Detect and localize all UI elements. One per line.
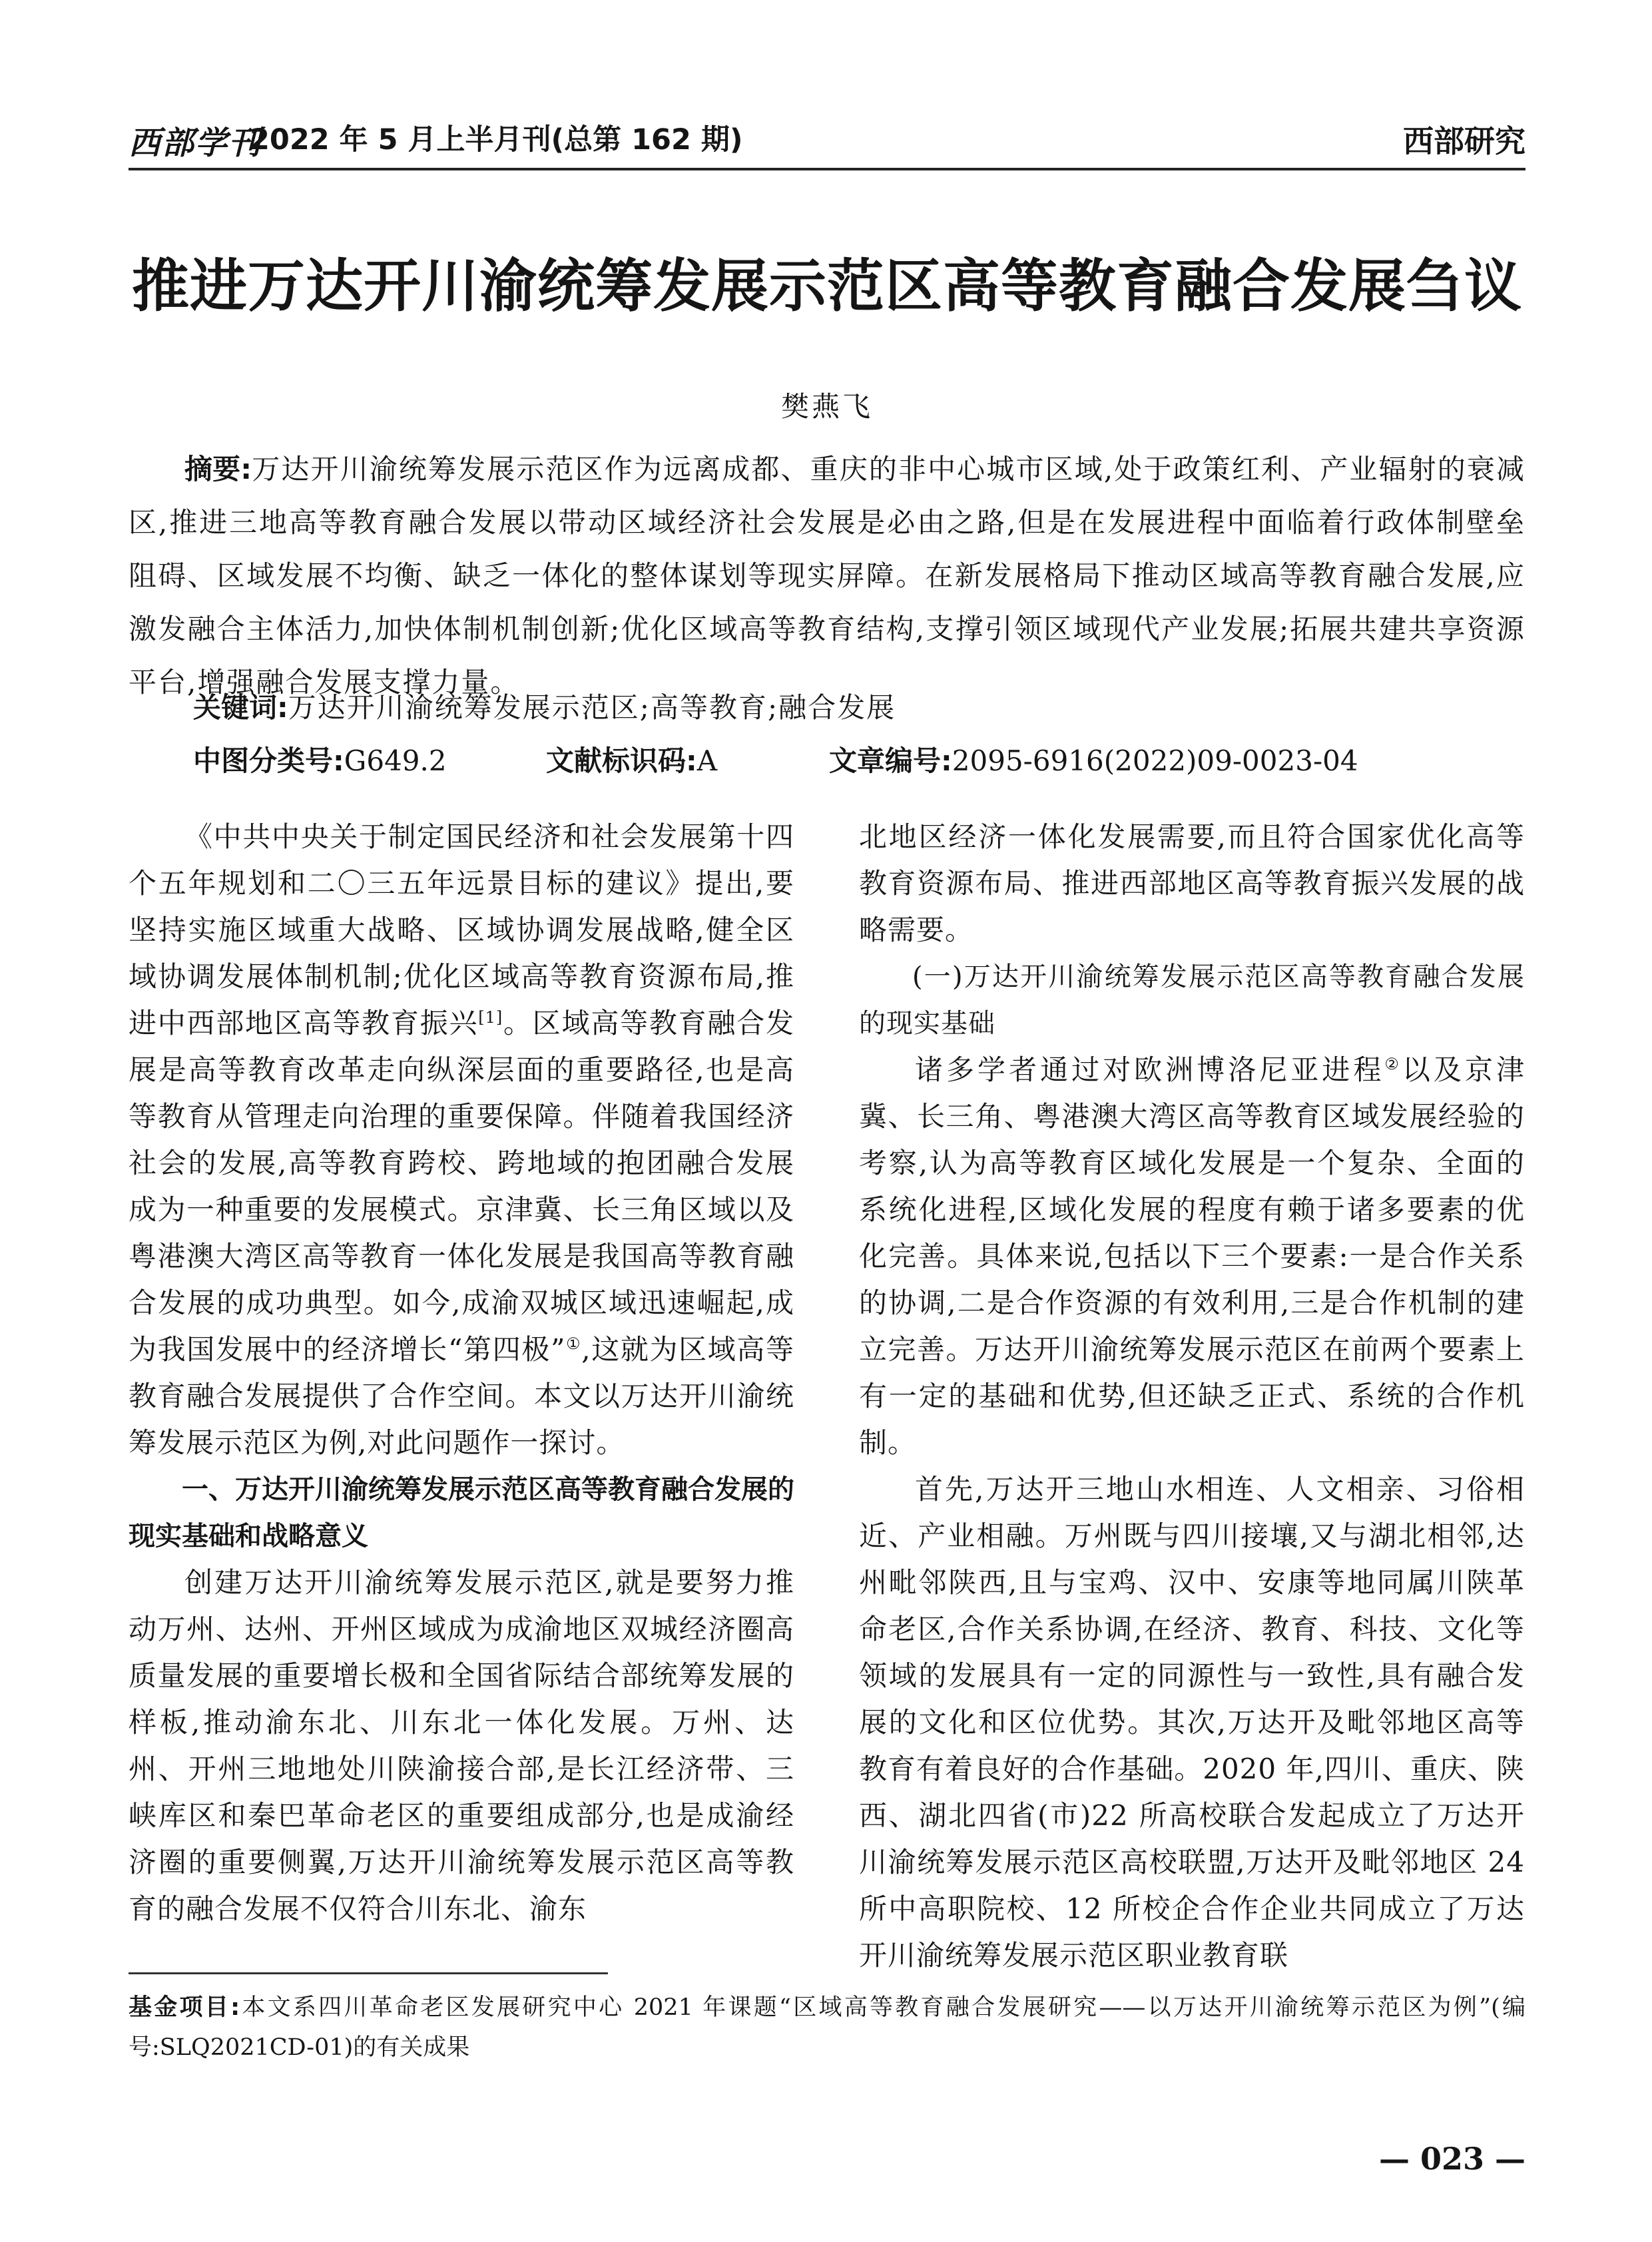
paragraph: 《中共中央关于制定国民经济和社会发展第十四个五年规划和二〇三五年远景目标的建议》提出,要坚持实施区域重大战略、区域协调发展战略,健全区域协调发展体制机制;优化区域高等教育资源布局,推进中西部地区高等教育振兴[1]。区域高等教育融合发展是高等教育改革走向纵深层面的重要路径,也是高等教育从管理走向治理的重要保障。伴随着我国经济社会的发展,高等教育跨校、跨地域的抱团融合发展成为一种重要的发展模式。京津冀、长三角区域以及粤港澳大湾区高等教育一体化发展是我国高等教育融合发展的成功典型。如今,成渝双城区域迅速崛起,成为我国发展中的经济增长“第四极”①,这就为区域高等教育融合发展提供了合作空间。本文以万达开川渝统筹发展示范区为例,对此问题作一探讨。 <box>129 820 794 1459</box>
clc-number: 中图分类号:G649.2 <box>193 744 447 777</box>
paragraph: 创建万达开川渝统筹发展示范区,就是要努力推动万州、达州、开州区域成为成渝地区双城经济圈高质量发展的重要增长极和全国省际结合部统筹发展的样板,推动渝东北、川东北一体化发展。万州、达州、开州三地地处川陕渝接合部,是长江经济带、三峡库区和秦巴革命老区的重要组成部分,也是成渝经济圈的重要侧翼,万达开川渝统筹发展示范区高等教育的融合发展不仅符合川东北、渝东 <box>129 1566 794 1925</box>
body-column-right <box>859 814 1525 1979</box>
footnote-text: 本文系四川革命老区发展研究中心 2021 年课题“区域高等教育融合发展研究——以万达开川渝统筹示范区为例”(编号:SLQ2021CD-01)的有关成果 <box>129 1994 1525 2061</box>
running-header <box>129 111 1525 164</box>
issue-info: 2022 年 5 月上半月刊(总第 162 期) <box>250 123 743 156</box>
paragraph: 首先,万达开三地山水相连、人文相亲、习俗相近、产业相融。万州既与四川接壤,又与湖北相邻,达州毗邻陕西,且与宝鸡、汉中、安康等地同属川陕革命老区,合作关系协调,在经济、教育、科技、文化等领域的发展具有一定的同源性与一致性,具有融合发展的文化和区位优势。其次,万达开及毗邻地区高等教育有着良好的合作基础。2020 年,四川、重庆、陕西、湖北四省(市)22 所高校联合发起成立了万达开川渝统筹发展示范区高校联盟,万达开及毗邻地区 24 所中高职院校、12 所校企合作企业共同成立了万达开川渝统筹发展示范区职业教育联 <box>859 1473 1525 1972</box>
paragraph-continued: 北地区经济一体化发展需要,而且符合国家优化高等教育资源布局、推进西部地区高等教育振兴发展的战略需要。 <box>859 820 1525 946</box>
author-name: 樊燕飞 <box>780 390 873 423</box>
document-code: 文献标识码:A <box>546 744 718 777</box>
abstract <box>129 443 1525 709</box>
paragraph: 诸多学者通过对欧洲博洛尼亚进程②以及京津冀、长三角、粤港澳大湾区高等教育区域发展经验的考察,认为高等教育区域化发展是一个复杂、全面的系统化进程,区域化发展的程度有赖于诸多要素的优化完善。具体来说,包括以下三个要素:一是合作关系的协调,二是合作资源的有效利用,三是合作机制的建立完善。万达开川渝统筹发展示范区在前两个要素上有一定的基础和优势,但还缺乏正式、系统的合作机制。 <box>859 1053 1525 1459</box>
keywords <box>193 681 1525 734</box>
footnote-rule <box>129 1972 608 1974</box>
footnote-mark: ② <box>1384 1055 1402 1073</box>
article-number: 文章编号:2095-6916(2022)09-0023-04 <box>829 744 1358 777</box>
body-column-left <box>129 814 794 1932</box>
footnote-label: 基金项目: <box>129 1994 240 2021</box>
citation-ref: [1] <box>478 1008 503 1027</box>
article-title: 推进万达开川渝统筹发展示范区高等教育融合发展刍议 <box>132 252 1522 320</box>
section-name: 西部研究 <box>1403 123 1525 159</box>
subsection-heading: (一)万达开川渝统筹发展示范区高等教育融合发展的现实基础 <box>859 962 1525 1039</box>
journal-logo: 西部学刊 <box>129 125 262 162</box>
footnote-mark: ① <box>565 1334 582 1353</box>
header-rule <box>129 168 1525 170</box>
keywords-label: 关键词: <box>193 691 288 724</box>
section-heading: 一、万达开川渝统筹发展示范区高等教育融合发展的现实基础和战略意义 <box>129 1474 794 1551</box>
abstract-text: 万达开川渝统筹发展示范区作为远离成都、重庆的非中心城市区域,处于政策红利、产业辐射的衰减区,推进三地高等教育融合发展以带动区域经济社会发展是必由之路,但是在发展进程中面临着行政体制壁垒阻碍、区域发展不均衡、缺乏一体化的整体谋划等现实屏障。在新发展格局下推动区域高等教育融合发展,应激发融合主体活力,加快体制机制创新;优化区域高等教育结构,支撑引领区域现代产业发展;拓展共建共享资源平台,增强融合发展支撑力量。 <box>129 453 1526 699</box>
abstract-label: 摘要: <box>184 453 252 485</box>
page-number: — 023 — <box>1378 2141 1525 2177</box>
funding-footnote <box>129 1988 1525 2068</box>
keywords-text: 万达开川渝统筹发展示范区;高等教育;融合发展 <box>288 691 896 724</box>
